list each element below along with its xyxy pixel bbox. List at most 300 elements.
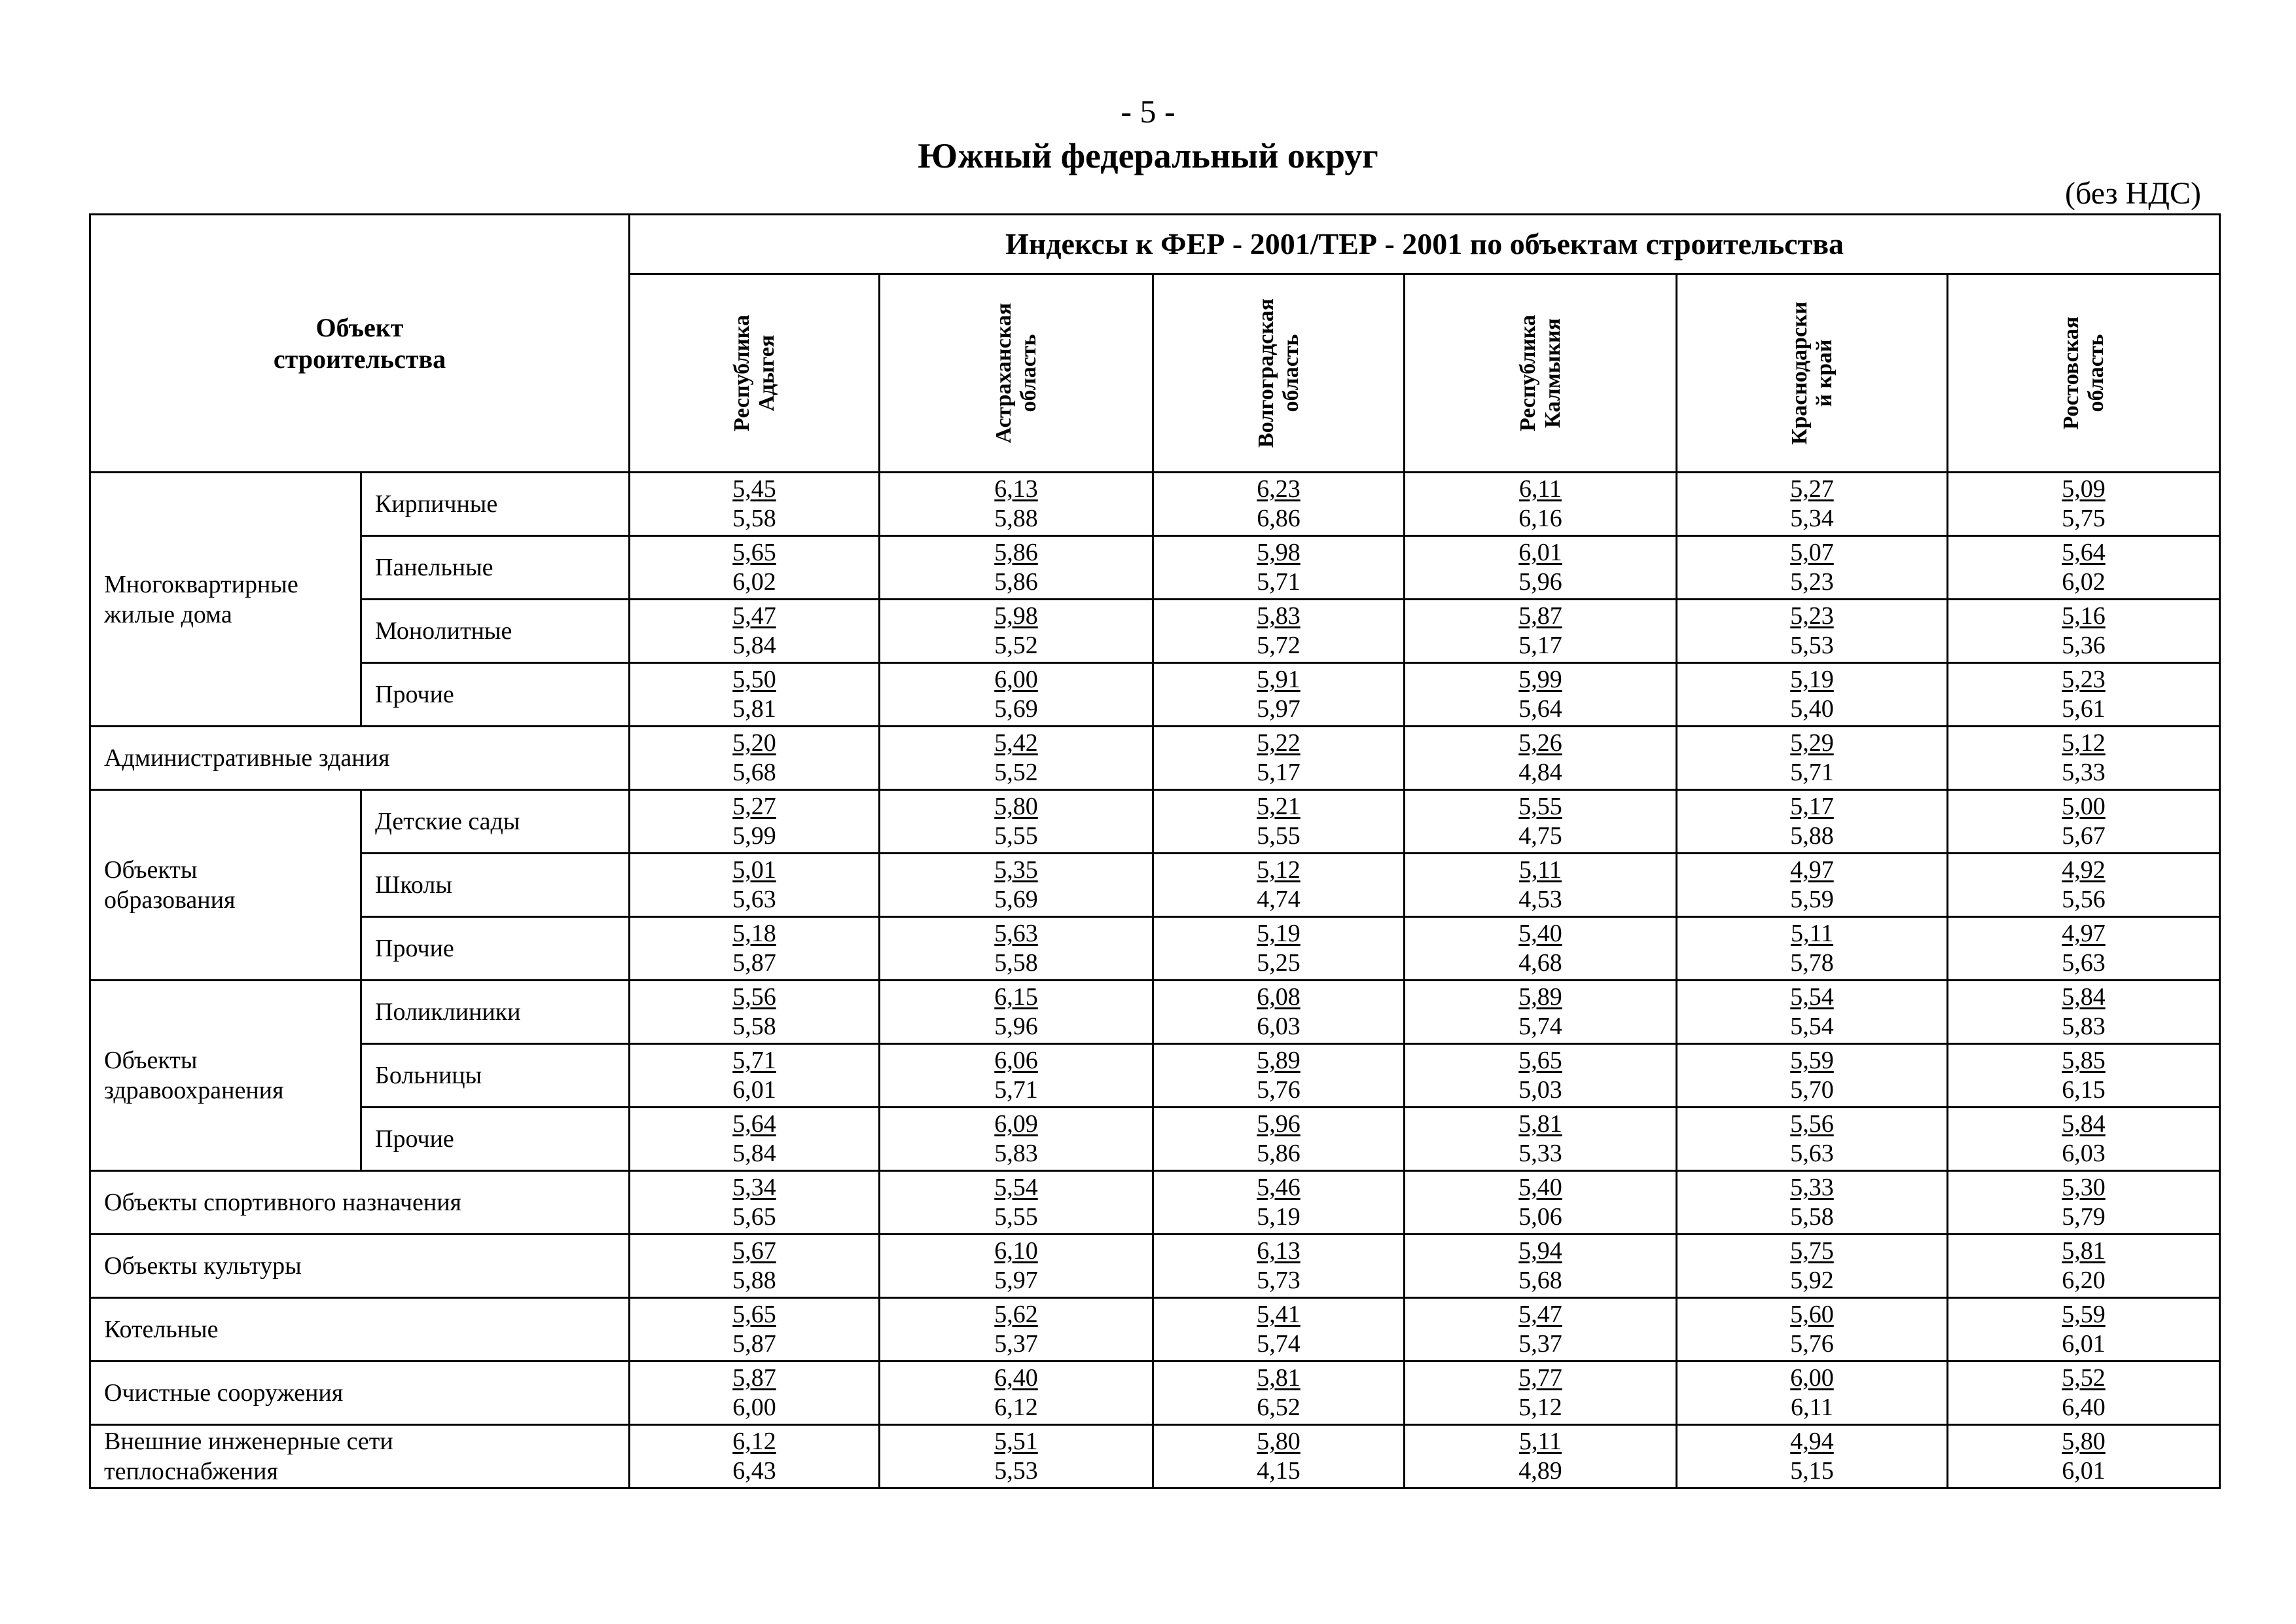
group-label-line: здравоохранения [104, 1077, 284, 1104]
index-value-bottom: 5,76 [1257, 1076, 1300, 1104]
index-cell [1677, 1362, 1948, 1425]
index-value-bottom: 5,33 [2062, 759, 2106, 786]
index-cell [1677, 1298, 1948, 1362]
index-cell [1405, 981, 1677, 1044]
index-cell [1405, 727, 1677, 790]
index-value-bottom: 4,75 [1518, 822, 1562, 850]
group-label-line: Очистные сооружения [104, 1379, 344, 1407]
indices-title: Индексы к ФЕР - 2001/ТЕР - 2001 по объектам строительства [630, 215, 2220, 274]
index-cell [1153, 473, 1405, 536]
index-value-top: 5,40 [1518, 1174, 1562, 1201]
index-cell [630, 600, 880, 663]
index-value-top: 6,12 [732, 1428, 776, 1455]
index-value-top: 5,11 [1518, 856, 1562, 884]
index-value-bottom: 6,03 [1257, 1013, 1300, 1040]
index-value-bottom: 5,53 [994, 1457, 1038, 1485]
index-cell [630, 1425, 880, 1489]
region-header-line: Калмыкия [1540, 318, 1565, 428]
index-value-top: 5,84 [2062, 1110, 2106, 1138]
index-value-top: 4,97 [2062, 920, 2106, 947]
index-value-bottom: 6,40 [2062, 1394, 2106, 1421]
index-value-bottom: 5,58 [732, 505, 776, 532]
index-value-top: 5,89 [1257, 1047, 1300, 1074]
index-cell [1153, 1425, 1405, 1489]
object-header-line-1: Объект [315, 312, 404, 342]
group-label-line: Объекты [104, 856, 198, 884]
index-value-bottom: 5,99 [732, 822, 776, 850]
table-row [90, 1298, 2220, 1362]
index-value-top: 5,71 [732, 1047, 776, 1074]
index-cell [880, 1425, 1153, 1489]
index-value-bottom: 5,25 [1257, 949, 1300, 977]
subgroup-label: Прочие [361, 663, 630, 727]
index-value-bottom: 6,00 [732, 1394, 776, 1421]
index-value-top: 6,23 [1257, 475, 1300, 503]
table-row [90, 1044, 2220, 1108]
index-cell [630, 1298, 880, 1362]
index-cell [880, 727, 1153, 790]
region-header-line: область [2083, 334, 2108, 412]
index-cell [630, 1171, 880, 1235]
subgroup-label: Школы [361, 854, 630, 917]
index-value-bottom: 6,01 [2062, 1330, 2106, 1358]
index-value-bottom: 5,55 [994, 1203, 1038, 1231]
index-value-bottom: 6,02 [2062, 568, 2106, 596]
index-value-top: 5,80 [994, 793, 1038, 820]
index-cell [1677, 1425, 1948, 1489]
index-cell [1153, 1235, 1405, 1298]
index-cell [630, 473, 880, 536]
index-value-bottom: 5,58 [1790, 1203, 1834, 1231]
index-value-bottom: 6,12 [994, 1394, 1038, 1421]
index-value-top: 5,86 [994, 539, 1038, 566]
region-header [1153, 274, 1405, 473]
index-value-top: 5,01 [732, 856, 776, 884]
index-value-top: 6,08 [1257, 983, 1300, 1011]
index-cell [1948, 1044, 2220, 1108]
table-row [90, 536, 2220, 600]
table-body [90, 473, 2220, 1489]
index-value-bottom: 6,11 [1790, 1394, 1834, 1421]
index-value-top: 5,23 [1790, 602, 1834, 630]
index-cell [1677, 663, 1948, 727]
index-value-top: 5,59 [2062, 1301, 2106, 1328]
index-value-top: 6,13 [1257, 1237, 1300, 1265]
subgroup-label: Детские сады [361, 790, 630, 854]
index-value-top: 6,15 [994, 983, 1038, 1011]
index-cell [630, 1362, 880, 1425]
index-value-top: 5,54 [1790, 983, 1834, 1011]
index-value-bottom: 4,84 [1518, 759, 1562, 786]
index-value-bottom: 5,33 [1518, 1140, 1562, 1167]
index-value-bottom: 5,12 [1518, 1394, 1562, 1421]
index-cell [880, 663, 1153, 727]
index-cell [1948, 1425, 2220, 1489]
index-cell [1405, 1108, 1677, 1171]
index-value-top: 6,10 [994, 1237, 1038, 1265]
index-cell [1677, 1171, 1948, 1235]
index-value-top: 5,41 [1257, 1301, 1300, 1328]
index-value-top: 5,47 [732, 602, 776, 630]
index-value-top: 5,33 [1790, 1174, 1834, 1201]
index-value-top: 5,22 [1257, 729, 1300, 757]
index-value-top: 5,17 [1790, 793, 1834, 820]
index-value-bottom: 6,86 [1257, 505, 1300, 532]
index-cell [1153, 981, 1405, 1044]
index-cell [880, 1362, 1153, 1425]
index-value-bottom: 6,15 [2062, 1076, 2106, 1104]
index-cell [880, 1044, 1153, 1108]
group-label-line: образования [104, 886, 236, 914]
index-value-bottom: 5,72 [1257, 632, 1300, 659]
index-value-top: 5,46 [1257, 1174, 1300, 1201]
index-cell [1153, 790, 1405, 854]
table-row [90, 727, 2220, 790]
index-value-top: 5,80 [2062, 1428, 2106, 1455]
index-cell [1405, 663, 1677, 727]
index-value-bottom: 5,97 [1257, 695, 1300, 723]
index-cell [630, 536, 880, 600]
index-value-top: 5,59 [1790, 1047, 1834, 1074]
group-label-line: Административные здания [104, 744, 390, 772]
index-value-bottom: 5,63 [1790, 1140, 1834, 1167]
index-cell [1677, 854, 1948, 917]
index-value-top: 5,40 [1518, 920, 1562, 947]
index-cell [1153, 854, 1405, 917]
index-value-top: 5,23 [2062, 666, 2106, 693]
index-cell [1948, 854, 2220, 917]
index-cell [1948, 663, 2220, 727]
index-cell [1405, 1235, 1677, 1298]
index-value-bottom: 5,19 [1257, 1203, 1300, 1231]
index-value-top: 5,91 [1257, 666, 1300, 693]
group-label-line: Объекты культуры [104, 1252, 302, 1280]
index-value-bottom: 5,69 [994, 886, 1038, 913]
index-value-bottom: 4,15 [1257, 1457, 1300, 1485]
index-cell [1948, 981, 2220, 1044]
region-header-line: Республика [729, 315, 754, 431]
index-value-top: 5,07 [1790, 539, 1834, 566]
index-cell [630, 663, 880, 727]
subgroup-label: Поликлиники [361, 981, 630, 1044]
index-value-top: 5,09 [2062, 475, 2106, 503]
object-header-line-2: строительства [273, 344, 446, 374]
index-value-bottom: 6,43 [732, 1457, 776, 1485]
group-label [90, 1171, 630, 1235]
index-value-top: 6,09 [994, 1110, 1038, 1138]
index-value-top: 5,67 [732, 1237, 776, 1265]
table-row [90, 854, 2220, 917]
subgroup-label: Прочие [361, 1108, 630, 1171]
index-cell [1677, 473, 1948, 536]
index-value-bottom: 5,63 [2062, 949, 2106, 977]
index-value-bottom: 5,17 [1257, 759, 1300, 786]
index-value-top: 6,00 [1790, 1364, 1834, 1392]
group-label [90, 790, 361, 981]
region-header-line: Ростовская [2058, 316, 2083, 430]
index-cell [1153, 1044, 1405, 1108]
index-value-top: 5,62 [994, 1301, 1038, 1328]
index-value-bottom: 5,54 [1790, 1013, 1834, 1040]
table-row [90, 663, 2220, 727]
index-value-top: 5,65 [732, 1301, 776, 1328]
table-row [90, 981, 2220, 1044]
index-value-bottom: 5,76 [1790, 1330, 1834, 1358]
index-value-bottom: 5,83 [2062, 1013, 2106, 1040]
index-value-top: 5,45 [732, 475, 776, 503]
table-row [90, 1235, 2220, 1298]
index-cell [880, 1171, 1153, 1235]
index-value-top: 5,52 [2062, 1364, 2106, 1392]
index-value-top: 5,27 [1790, 475, 1834, 503]
index-cell [1153, 536, 1405, 600]
index-value-bottom: 5,84 [732, 1140, 776, 1167]
object-column-header [90, 215, 630, 473]
index-value-top: 5,21 [1257, 793, 1300, 820]
vat-note: (без НДС) [2064, 176, 2201, 211]
indices-table [89, 213, 2221, 1489]
group-label-line: Объекты [104, 1047, 198, 1074]
index-cell [630, 917, 880, 981]
index-cell [1153, 1171, 1405, 1235]
index-cell [1153, 917, 1405, 981]
index-cell [1677, 727, 1948, 790]
index-value-bottom: 5,88 [1790, 822, 1834, 850]
region-header [1405, 274, 1677, 473]
region-header [1677, 274, 1948, 473]
index-value-top: 5,00 [2062, 793, 2106, 820]
group-label-line: Котельные [104, 1316, 219, 1343]
index-cell [1948, 1298, 2220, 1362]
index-cell [1677, 1044, 1948, 1108]
index-value-top: 5,64 [732, 1110, 776, 1138]
index-cell [1677, 917, 1948, 981]
index-cell [880, 854, 1153, 917]
index-value-bottom: 4,89 [1518, 1457, 1562, 1485]
index-value-bottom: 5,84 [732, 632, 776, 659]
subgroup-label: Прочие [361, 917, 630, 981]
index-cell [1405, 536, 1677, 600]
index-value-bottom: 5,70 [1790, 1076, 1834, 1104]
index-value-top: 5,12 [2062, 729, 2106, 757]
index-value-bottom: 5,71 [1790, 759, 1834, 786]
index-cell [1405, 790, 1677, 854]
index-value-top: 5,81 [2062, 1237, 2106, 1265]
index-value-bottom: 5,58 [732, 1013, 776, 1040]
index-cell [1677, 1108, 1948, 1171]
index-cell [880, 1298, 1153, 1362]
index-value-top: 5,98 [1257, 539, 1300, 566]
index-value-top: 5,42 [994, 729, 1038, 757]
index-value-bottom: 5,97 [994, 1267, 1038, 1294]
index-cell [880, 917, 1153, 981]
index-value-top: 5,47 [1518, 1301, 1562, 1328]
index-value-top: 5,19 [1257, 920, 1300, 947]
index-value-bottom: 5,56 [2062, 886, 2106, 913]
region-header-line: область [1016, 334, 1041, 412]
region-header-text [992, 303, 1041, 444]
table-row [90, 1171, 2220, 1235]
index-value-top: 5,87 [1518, 602, 1562, 630]
index-value-bottom: 5,15 [1790, 1457, 1834, 1485]
index-value-top: 4,94 [1790, 1428, 1834, 1455]
region-header-line: Республика [1515, 315, 1540, 431]
index-cell [880, 473, 1153, 536]
index-value-bottom: 5,37 [1518, 1330, 1562, 1358]
index-value-top: 5,63 [994, 920, 1038, 947]
index-value-bottom: 5,34 [1790, 505, 1834, 532]
index-value-top: 5,20 [732, 729, 776, 757]
index-value-bottom: 5,69 [994, 695, 1038, 723]
region-header-line: Астраханская [991, 302, 1016, 444]
table-row [90, 600, 2220, 663]
index-value-top: 5,96 [1257, 1110, 1300, 1138]
index-value-top: 5,77 [1518, 1364, 1562, 1392]
index-cell [880, 1108, 1153, 1171]
index-value-top: 5,89 [1518, 983, 1562, 1011]
index-value-bottom: 5,96 [994, 1013, 1038, 1040]
index-value-top: 5,65 [1518, 1047, 1562, 1074]
index-value-top: 5,99 [1518, 666, 1562, 693]
index-value-bottom: 6,01 [732, 1076, 776, 1104]
table-row [90, 1362, 2220, 1425]
index-value-bottom: 5,40 [1790, 695, 1834, 723]
index-value-top: 4,97 [1790, 856, 1834, 884]
index-value-top: 5,18 [732, 920, 776, 947]
index-cell [630, 1044, 880, 1108]
index-value-top: 5,35 [994, 856, 1038, 884]
index-value-bottom: 5,79 [2062, 1203, 2106, 1231]
index-cell [1405, 854, 1677, 917]
index-value-bottom: 5,58 [994, 949, 1038, 977]
index-value-top: 5,16 [2062, 602, 2106, 630]
index-cell [880, 536, 1153, 600]
table-row [90, 917, 2220, 981]
index-value-top: 6,11 [1518, 475, 1562, 503]
index-value-bottom: 5,52 [994, 759, 1038, 786]
region-header-line: область [1278, 334, 1303, 412]
group-label-line: Многоквартирные [104, 570, 298, 598]
index-cell [1677, 1235, 1948, 1298]
index-value-top: 5,54 [994, 1174, 1038, 1201]
index-value-bottom: 4,68 [1518, 949, 1562, 977]
table-row [90, 473, 2220, 536]
index-value-bottom: 5,67 [2062, 822, 2106, 850]
index-value-top: 5,83 [1257, 602, 1300, 630]
index-cell [1405, 1362, 1677, 1425]
index-value-top: 6,06 [994, 1047, 1038, 1074]
region-header-line: Волгоградская [1253, 298, 1278, 448]
group-label [90, 1362, 630, 1425]
index-value-bottom: 5,74 [1518, 1013, 1562, 1040]
index-cell [880, 981, 1153, 1044]
index-cell [880, 600, 1153, 663]
index-value-bottom: 5,96 [1518, 568, 1562, 596]
index-cell [630, 1108, 880, 1171]
index-value-top: 5,34 [732, 1174, 776, 1201]
index-cell [1677, 981, 1948, 1044]
index-value-top: 5,30 [2062, 1174, 2106, 1201]
region-header-text [730, 315, 780, 431]
region-header-line: й край [1812, 339, 1837, 407]
index-cell [1153, 1108, 1405, 1171]
index-cell [1405, 1425, 1677, 1489]
index-value-bottom: 5,87 [732, 949, 776, 977]
group-label-line: Объекты спортивного назначения [104, 1189, 462, 1216]
index-value-top: 6,01 [1518, 539, 1562, 566]
index-value-top: 5,56 [1790, 1110, 1834, 1138]
index-value-bottom: 5,55 [1257, 822, 1300, 850]
index-value-top: 6,40 [994, 1364, 1038, 1392]
region-header-line: Краснодарски [1787, 301, 1812, 445]
index-value-top: 5,98 [994, 602, 1038, 630]
index-value-top: 5,65 [732, 539, 776, 566]
index-value-bottom: 6,52 [1257, 1394, 1300, 1421]
index-value-bottom: 5,61 [2062, 695, 2106, 723]
region-header [1948, 274, 2220, 473]
index-value-bottom: 5,88 [994, 505, 1038, 532]
index-value-bottom: 5,75 [2062, 505, 2106, 532]
index-value-bottom: 5,71 [994, 1076, 1038, 1104]
index-value-bottom: 5,23 [1790, 568, 1834, 596]
group-label-line: теплоснабжения [104, 1458, 278, 1485]
page-title: Южный федеральный округ [918, 136, 1378, 175]
subgroup-label: Больницы [361, 1044, 630, 1108]
index-cell [1948, 1171, 2220, 1235]
index-value-top: 5,55 [1518, 793, 1562, 820]
subgroup-label: Кирпичные [361, 473, 630, 536]
index-value-bottom: 5,52 [994, 632, 1038, 659]
region-header-line: Адыгея [754, 334, 779, 412]
index-cell [1405, 917, 1677, 981]
index-value-bottom: 5,74 [1257, 1330, 1300, 1358]
index-value-top: 5,85 [2062, 1047, 2106, 1074]
index-cell [1948, 536, 2220, 600]
index-value-bottom: 5,65 [732, 1203, 776, 1231]
index-cell [1153, 1298, 1405, 1362]
index-value-bottom: 4,53 [1518, 886, 1562, 913]
index-value-bottom: 5,03 [1518, 1076, 1562, 1104]
index-value-bottom: 5,55 [994, 822, 1038, 850]
index-cell [630, 854, 880, 917]
index-cell [1677, 600, 1948, 663]
group-label [90, 981, 361, 1171]
index-value-top: 5,87 [732, 1364, 776, 1392]
index-cell [1405, 473, 1677, 536]
index-value-top: 5,56 [732, 983, 776, 1011]
index-value-top: 5,29 [1790, 729, 1834, 757]
index-value-bottom: 5,06 [1518, 1203, 1562, 1231]
group-label [90, 1425, 630, 1489]
region-header-text [2059, 317, 2109, 430]
index-cell [1948, 1235, 2220, 1298]
subgroup-label: Панельные [361, 536, 630, 600]
index-cell [630, 727, 880, 790]
index-value-top: 5,64 [2062, 539, 2106, 566]
index-cell [1405, 1044, 1677, 1108]
index-value-top: 5,26 [1518, 729, 1562, 757]
index-value-top: 5,81 [1257, 1364, 1300, 1392]
index-cell [1948, 473, 2220, 536]
index-cell [1153, 663, 1405, 727]
index-cell [630, 981, 880, 1044]
index-value-bottom: 6,16 [1518, 505, 1562, 532]
index-value-bottom: 5,59 [1790, 886, 1834, 913]
index-value-bottom: 5,68 [1518, 1267, 1562, 1294]
index-value-bottom: 5,36 [2062, 632, 2106, 659]
index-cell [1153, 600, 1405, 663]
table-row [90, 1108, 2220, 1171]
